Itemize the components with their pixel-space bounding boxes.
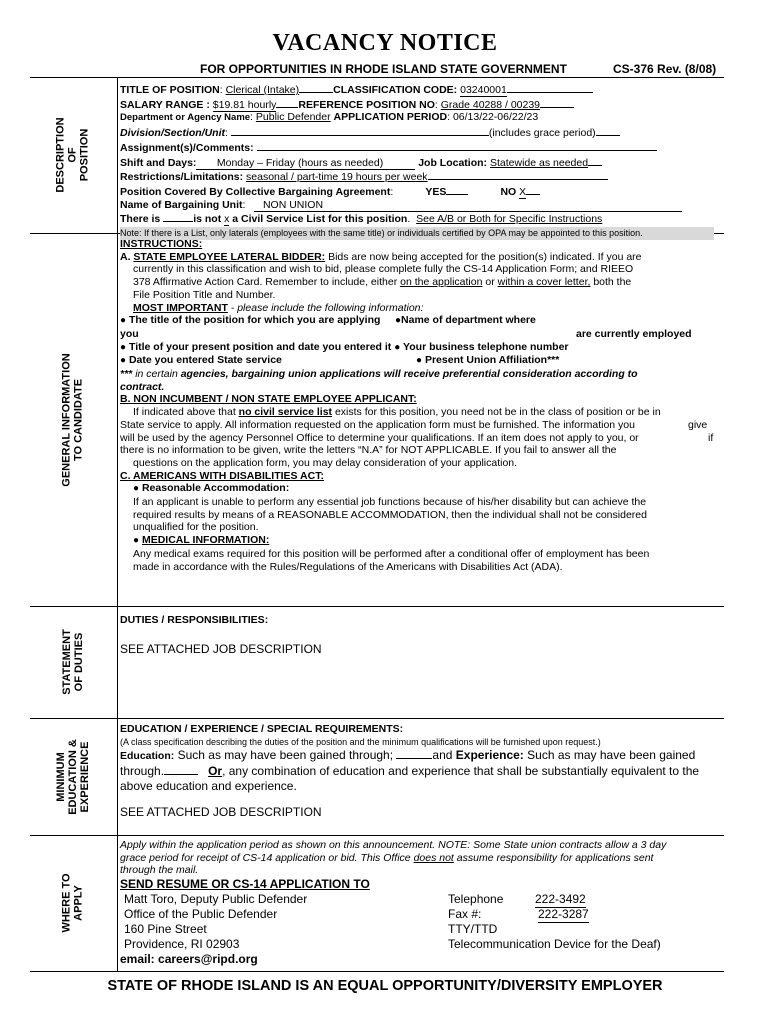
duties-section: [120, 614, 726, 655]
description-grace-text: (includes grace period): [488, 127, 596, 140]
text-run: Name of Bargaining Unit: NON UNION: [120, 199, 726, 212]
general-b-title: B. NON INCUMBENT / NON STATE EMPLOYEE APPLICANT:: [120, 393, 417, 406]
text-run: [120, 82, 726, 97]
contact-email[interactable]: email: careers@ripd.org: [120, 952, 258, 967]
general-b-l3a: will be used by the agency Personnel Office to determine your qualifications. If an item does not apply to you, or: [120, 431, 639, 444]
text-run: [507, 82, 593, 93]
side-labels-duties: STATEMENT OF DUTIES: [61, 629, 85, 695]
education-through: through.: [120, 764, 165, 779]
general-most-rest: - please include the following information:: [227, 301, 424, 314]
general-b-l1a: If indicated above that: [133, 406, 239, 419]
office-name: Office of the Public Defender: [124, 907, 278, 922]
text-run: [254, 199, 682, 212]
general-bul2: Name of department where: [401, 314, 536, 327]
general-stars-b: in certain: [135, 368, 181, 381]
classification-code: 03240001: [460, 84, 507, 96]
salary-range: $19.81 hourly: [212, 98, 277, 111]
text-run: [120, 140, 726, 155]
text-run: [120, 852, 726, 865]
apply-l2a: grace period for receipt of CS-14 application or bid. This Office: [120, 851, 414, 864]
description-division-label: Division/Section/Unit: [120, 127, 226, 140]
education-exp-label: Experience:: [455, 748, 524, 763]
equal-opportunity-footer: STATE OF RHODE ISLAND IS AN EQUAL OPPORTUNITY/DIVERSITY EMPLOYER: [107, 978, 663, 994]
text-run: [120, 314, 726, 328]
general-a-l3b: on the application: [400, 276, 483, 289]
page-subtitle: FOR OPPORTUNITIES IN RHODE ISLAND STATE GOVERNMENT: [200, 62, 567, 76]
education-or: Or: [208, 764, 223, 779]
general-a-l3c: or: [482, 276, 498, 289]
description-assign-label: Assignment(s)/Comments:: [120, 141, 254, 154]
restrictions: seasonal / part-time 19 hours per week: [246, 171, 428, 184]
text-run: [446, 184, 468, 195]
text-run: There is is not x a Civil Service List for this position. See A/B or Both for Specific Instructions: [120, 213, 603, 226]
text-run: [596, 125, 620, 136]
text-run: [120, 302, 726, 315]
description-is-not: is not: [193, 213, 222, 226]
general-a-l3d: within a cover letter,: [497, 276, 591, 289]
text-run: [120, 354, 726, 368]
list-note: Note: If there is a List, only laterals (employees with the same title) or individuals certified by OPA may be appointed to this position.: [120, 227, 714, 240]
bullet-icon: ●: [133, 483, 140, 495]
text-run: [299, 82, 333, 93]
text-run: [120, 328, 726, 341]
education-edu-label: Education:: [120, 750, 175, 763]
text-run: [396, 748, 432, 759]
text-run: [163, 211, 193, 222]
general-b-l2a: State service to apply. All information requested on the application form must be furnished. The information you: [120, 418, 635, 431]
general-c-l2: required results by means of a REASONABLE ACCOMMODATION, then the individual shall not be considered: [133, 508, 647, 521]
job-location: Statewide as needed: [489, 156, 589, 169]
civil-list-mark: x: [224, 213, 230, 226]
position-description: [120, 82, 726, 240]
text-run: [540, 97, 574, 108]
fax-number: 222-3287: [538, 907, 589, 922]
apply-tdd: Telecommunication Device for the Deaf): [448, 937, 661, 952]
general-information: [120, 238, 726, 573]
description-period-label: APPLICATION PERIOD: [333, 111, 448, 124]
text-run: [120, 432, 726, 445]
general-b-l5: questions on the application form, you may delay consideration of your application.: [133, 456, 518, 469]
reference-position: Grade 40288 / 00239: [440, 98, 541, 111]
general-bul5: Date you entered State service: [128, 354, 282, 367]
general-c-sub2: MEDICAL INFORMATION:: [141, 534, 270, 547]
education-edu-text: Such as may have been gained through;: [174, 748, 397, 763]
text-run: [588, 155, 602, 166]
description-dept-label: Department or Agency Name: [120, 112, 251, 124]
position-title: Clerical (Intake): [225, 84, 300, 96]
text-run: [196, 157, 415, 170]
text-run: Position Covered By Collective Bargaining Agreement: YES NO X: [120, 184, 726, 199]
apply-fax-label: Fax #:: [448, 907, 482, 922]
description-no-label: NO: [500, 185, 517, 198]
text-run: [526, 184, 540, 195]
apply-l3: through the mail.: [120, 864, 199, 877]
section-divider: [30, 606, 724, 607]
general-a-l3e: both the: [590, 276, 632, 289]
bullet-icon: ●: [416, 355, 423, 367]
general-a-title: STATE EMPLOYEE LATERAL BIDDER:: [133, 250, 326, 263]
apply-section: [120, 839, 726, 967]
description-title-label: TITLE OF POSITION: [120, 84, 220, 96]
text-run: [120, 764, 726, 779]
general-b-l2b: give: [688, 418, 708, 431]
education-section: [120, 723, 726, 819]
education-exp-text: Such as may have been gained: [523, 748, 696, 763]
general-a-prefix: A.: [120, 250, 131, 263]
side-label-duties: [30, 606, 116, 718]
text-run: [120, 534, 726, 548]
description-class-label: CLASSIFICATION CODE:: [333, 84, 458, 96]
text-run: [120, 169, 726, 184]
text-run: [120, 419, 726, 432]
agency-name: Public Defender: [255, 111, 331, 124]
general-c-l3: unqualified for the position.: [133, 521, 259, 534]
description-salary-label: SALARY RANGE :: [120, 98, 210, 111]
description-restrict-label: Restrictions/Limitations:: [120, 171, 244, 184]
bullet-icon: ●: [120, 341, 127, 353]
general-c-title: C. AMERICANS WITH DISABILITIES ACT:: [120, 469, 324, 482]
side-labels-apply: WHERE TO APPLY: [60, 873, 85, 933]
general-a-l4: File Position Title and Number.: [133, 288, 276, 301]
bullet-icon: ●: [120, 355, 127, 367]
form-number: CS-376 Rev. (8/08): [613, 62, 717, 76]
description-civil-text: a Civil Service List for this position: [232, 213, 408, 226]
text-run: [257, 140, 657, 151]
general-b-l4: there is no information to be given, write the letters “N.A” for NOT APPLICABLE. If you fail to answer all the: [120, 444, 617, 457]
duties-text: SEE ATTACHED JOB DESCRIPTION: [120, 641, 322, 656]
general-stars-a: ***: [120, 368, 136, 381]
general-most-important: MOST IMPORTANT: [133, 301, 228, 314]
text-run: Department or Agency Name: Public Defender APPLICATION PERIOD: 06/13/22-06/22/23: [120, 111, 539, 124]
text-run: [120, 368, 726, 381]
bullet-icon: ●: [394, 341, 401, 353]
general-c-l1: If an applicant is unable to perform any essential job functions because of his/her disability but can achieve the: [133, 496, 647, 509]
apply-tty: TTY/TTD: [448, 922, 498, 937]
general-b-l3b: if: [708, 431, 714, 444]
text-run: SALARY RANGE : $19.81 hourly REFERENCE POSITION NO: Grade 40288 / 00239: [120, 97, 726, 112]
text-run: [231, 125, 489, 136]
description-location-label: Job Location:: [418, 156, 488, 169]
text-run: :: [219, 84, 226, 96]
text-run: [120, 406, 726, 419]
text-run: [120, 276, 726, 289]
general-a-l1: Bids are now being accepted for the position(s) indicated. If you are: [325, 250, 642, 263]
application-period: 06/13/22-06/22/23: [452, 111, 539, 124]
text-run: [120, 341, 726, 355]
general-b-l1b: no civil service list: [238, 406, 333, 419]
general-stars-d: contract.: [120, 380, 165, 393]
bullet-icon: ●: [133, 535, 140, 547]
description-bargain-label: Position Covered By Collective Bargaining Agreement: [120, 185, 391, 198]
side-labels-education: MINIMUM EDUCATION & EXPERIENCE: [54, 738, 91, 815]
city-address: Providence, RI 02903: [124, 937, 240, 952]
apply-l2c: assume responsibility for applications sent: [453, 851, 654, 864]
apply-tel-label: Telephone: [448, 892, 504, 907]
general-you: you: [120, 327, 139, 340]
general-c-l4: Any medical exams required for this position will be performed after a conditional offer of employment has been: [133, 547, 650, 560]
section-divider: [30, 718, 724, 719]
education-heading: EDUCATION / EXPERIENCE / SPECIAL REQUIREMENTS:: [120, 723, 404, 735]
education-or-rest: , any combination of education and experience that shall be substantially equivalent to the: [222, 764, 700, 779]
description-there-is: There is: [120, 213, 161, 226]
send-application-heading: SEND RESUME OR CS-14 APPLICATION TO: [120, 877, 370, 892]
general-a-l2: currently in this classification and wish to bid, please complete fully the CS-14 Application Form; and RIEEO: [133, 263, 634, 276]
general-bul1: The title of the position for which you are applying: [128, 314, 381, 327]
side-labels-description: DESCRIPTION OF POSITION: [55, 117, 91, 193]
description-union-label: Name of Bargaining Unit: [120, 198, 243, 211]
shift-days: Monday – Friday (hours as needed): [216, 156, 384, 169]
education-text: SEE ATTACHED JOB DESCRIPTION: [120, 805, 322, 820]
bargaining-unit: NON UNION: [262, 198, 324, 211]
description-shift-label: Shift and Days:: [120, 156, 197, 169]
bullet-icon: ●: [120, 315, 127, 327]
description-ref-label: REFERENCE POSITION NO: [298, 98, 435, 111]
contact-name: Matt Toro, Deputy Public Defender: [124, 892, 308, 907]
page-title: VACANCY NOTICE: [272, 30, 498, 56]
general-c-sub1: Reasonable Accommodation:: [141, 482, 290, 495]
street-address: 160 Pine Street: [124, 922, 207, 937]
education-note: (A class specification describing the duties of the position and the minimum qualifications will be furnished upon request.): [120, 736, 601, 747]
section-divider: [30, 971, 724, 972]
section-divider: [30, 835, 724, 836]
description-yes-label: YES: [425, 185, 447, 198]
general-currently: are currently employed: [576, 327, 692, 340]
side-labels-general: GENERAL INFORMATION TO CANDIDATE: [61, 352, 85, 487]
text-run: [120, 892, 726, 952]
general-c-l5: made in accordance with the Rules/Regulations of the Americans with Disabilities Act (ADA).: [133, 560, 563, 573]
text-run: [120, 155, 726, 170]
education-l3: above education and experience.: [120, 779, 297, 794]
general-bul6: Present Union Affiliation***: [424, 354, 560, 367]
general-b-l1c: exists for this position, you need not be in the class of position or be in: [332, 406, 661, 419]
text-run: [276, 97, 298, 108]
side-label-description: [30, 77, 116, 233]
general-bul4: Your business telephone number: [403, 340, 569, 353]
text-run: [164, 764, 198, 775]
text-run: [120, 482, 726, 496]
text-run: [120, 748, 726, 764]
side-label-education: [30, 718, 116, 835]
text-run: [120, 251, 726, 264]
telephone-number: 222-3492: [535, 892, 586, 907]
general-bul3: Title of your present position and date you entered it: [128, 340, 392, 353]
general-stars-c: agencies, bargaining union applications will receive preferential consideration according to: [180, 368, 638, 381]
side-label-general: [30, 233, 116, 606]
text-run: [416, 354, 559, 368]
apply-l1: Apply within the application period as shown on this announcement. NOTE: Some State union contracts allow a 3 day: [120, 839, 667, 851]
general-a-l3a: 378 Affirmative Action Card. Remember to include, either: [133, 276, 401, 289]
apply-l2b: does not: [413, 851, 454, 864]
side-label-apply: [30, 835, 116, 971]
bargaining-no-mark: X: [519, 185, 527, 198]
section-divider: [30, 77, 724, 78]
text-run: [428, 169, 608, 180]
text-run: Division/Section/Unit: (includes grace period): [120, 125, 726, 140]
column-divider: [117, 77, 118, 971]
education-and: and: [432, 748, 456, 763]
duties-heading: DUTIES / RESPONSIBILITIES:: [120, 614, 269, 626]
instructions-reference: See A/B or Both for Specific Instructions: [416, 213, 603, 226]
instructions-heading: INSTRUCTIONS:: [120, 238, 203, 250]
bullet-icon: ●: [395, 315, 402, 327]
text-run: [120, 877, 726, 892]
